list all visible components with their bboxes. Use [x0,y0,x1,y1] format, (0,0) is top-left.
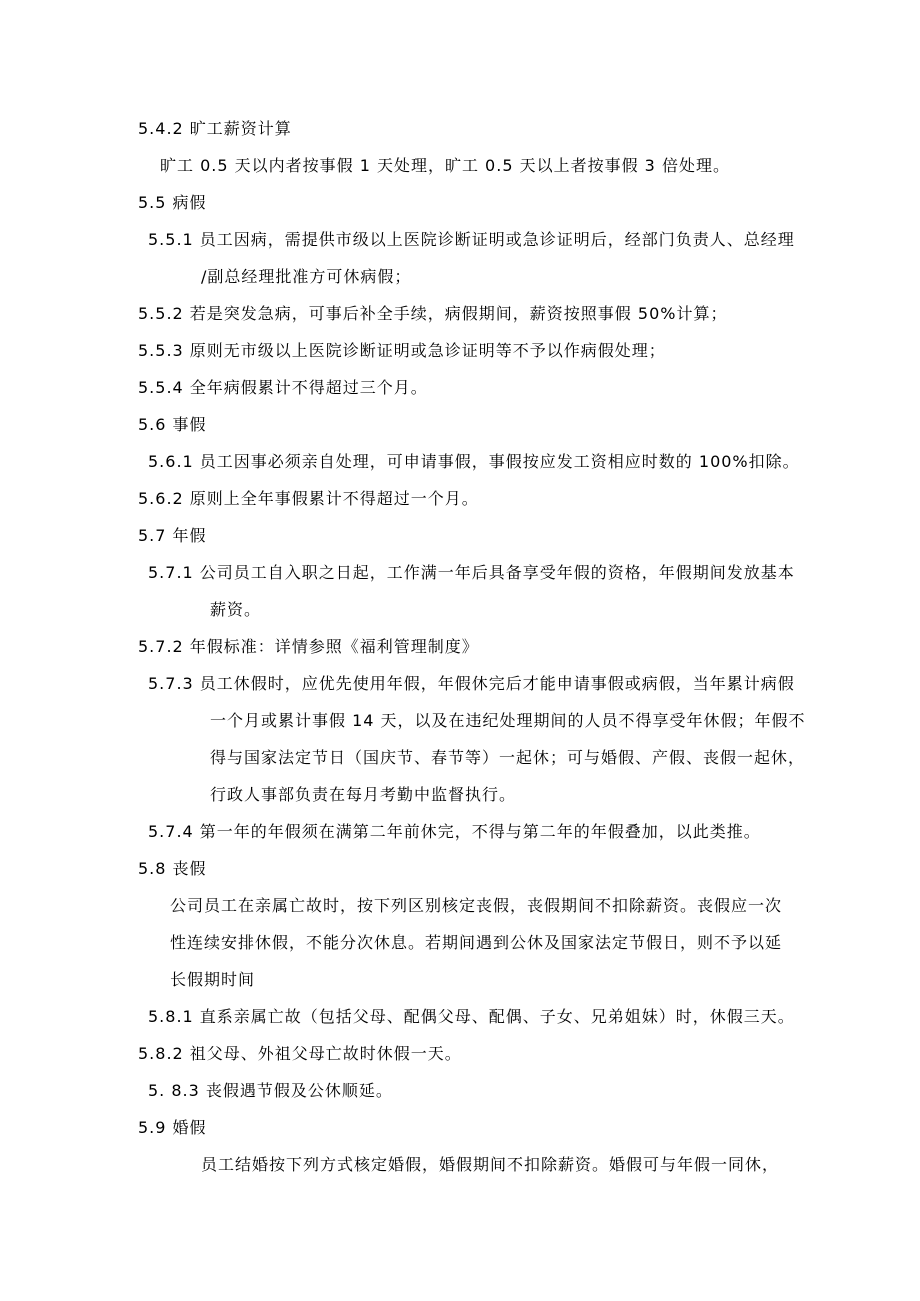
paragraph-marriage-1: 员工结婚按下列方式核定婚假，婚假期间不扣除薪资。婚假可与年假一同休， [201,1155,780,1174]
paragraph-absence-rule: 旷工 0.5 天以内者按事假 1 天处理，旷工 0.5 天以上者按事假 3 倍处理。 [160,156,730,175]
item-5-7-1: 5.7.1 公司员工自入职之日起，工作满一年后具备享受年假的资格，年假期间发放基本 [148,563,795,582]
heading-5-5-sick-leave: 5.5 病假 [138,193,207,212]
item-5-5-1-cont: /副总经理批准方可休病假； [201,267,412,286]
item-5-7-3-cont-1: 一个月或累计事假 14 天，以及在违纪处理期间的人员不得享受年休假；年假不 [210,711,806,730]
heading-5-9-marriage-leave: 5.9 婚假 [138,1118,207,1137]
item-5-5-2: 5.5.2 若是突发急病，可事后补全手续，病假期间，薪资按照事假 50%计算； [138,304,728,323]
item-5-6-2: 5.6.2 原则上全年事假累计不得超过一个月。 [138,489,479,508]
item-5-8-1: 5.8.1 直系亲属亡故（包括父母、配偶父母、配偶、子女、兄弟姐妹）时，休假三天。 [148,1007,795,1026]
item-5-5-3: 5.5.3 原则无市级以上医院诊断证明或急诊证明等不予以作病假处理； [138,341,666,360]
item-5-8-3: 5. 8.3 丧假遇节假及公休顺延。 [148,1081,393,1100]
paragraph-bereavement-2: 性连续安排休假，不能分次休息。若期间遇到公休及国家法定节假日，则不予以延 [170,933,783,952]
item-5-7-1-cont: 薪资。 [210,600,262,619]
heading-5-4-2: 5.4.2 旷工薪资计算 [138,119,292,138]
heading-5-7-annual-leave: 5.7 年假 [138,526,207,545]
item-5-7-4: 5.7.4 第一年的年假须在满第二年前休完，不得与第二年的年假叠加，以此类推。 [148,822,761,841]
item-5-7-3-cont-2: 得与国家法定节日（国庆节、春节等）一起休；可与婚假、产假、丧假一起休， [210,748,806,767]
item-5-8-2: 5.8.2 祖父母、外祖父母亡故时休假一天。 [138,1044,462,1063]
item-5-7-3-cont-3: 行政人事部负责在每月考勤中监督执行。 [210,785,517,804]
item-5-5-1: 5.5.1 员工因病，需提供市级以上医院诊断证明或急诊证明后，经部门负责人、总经理 [148,230,795,249]
item-5-7-3: 5.7.3 员工休假时，应优先使用年假，年假休完后才能申请事假或病假，当年累计病假 [148,674,795,693]
item-5-6-1: 5.6.1 员工因事必须亲自处理，可申请事假，事假按应发工资相应时数的 100%扣除。 [148,452,800,471]
heading-5-6-personal-leave: 5.6 事假 [138,415,207,434]
paragraph-bereavement-3: 长假期时间 [170,970,256,989]
heading-5-8-bereavement-leave: 5.8 丧假 [138,859,207,878]
item-5-7-2: 5.7.2 年假标准：详情参照《福利管理制度》 [138,637,479,656]
paragraph-bereavement-1: 公司员工在亲属亡故时，按下列区别核定丧假，丧假期间不扣除薪资。丧假应一次 [170,896,783,915]
item-5-5-4: 5.5.4 全年病假累计不得超过三个月。 [138,378,428,397]
